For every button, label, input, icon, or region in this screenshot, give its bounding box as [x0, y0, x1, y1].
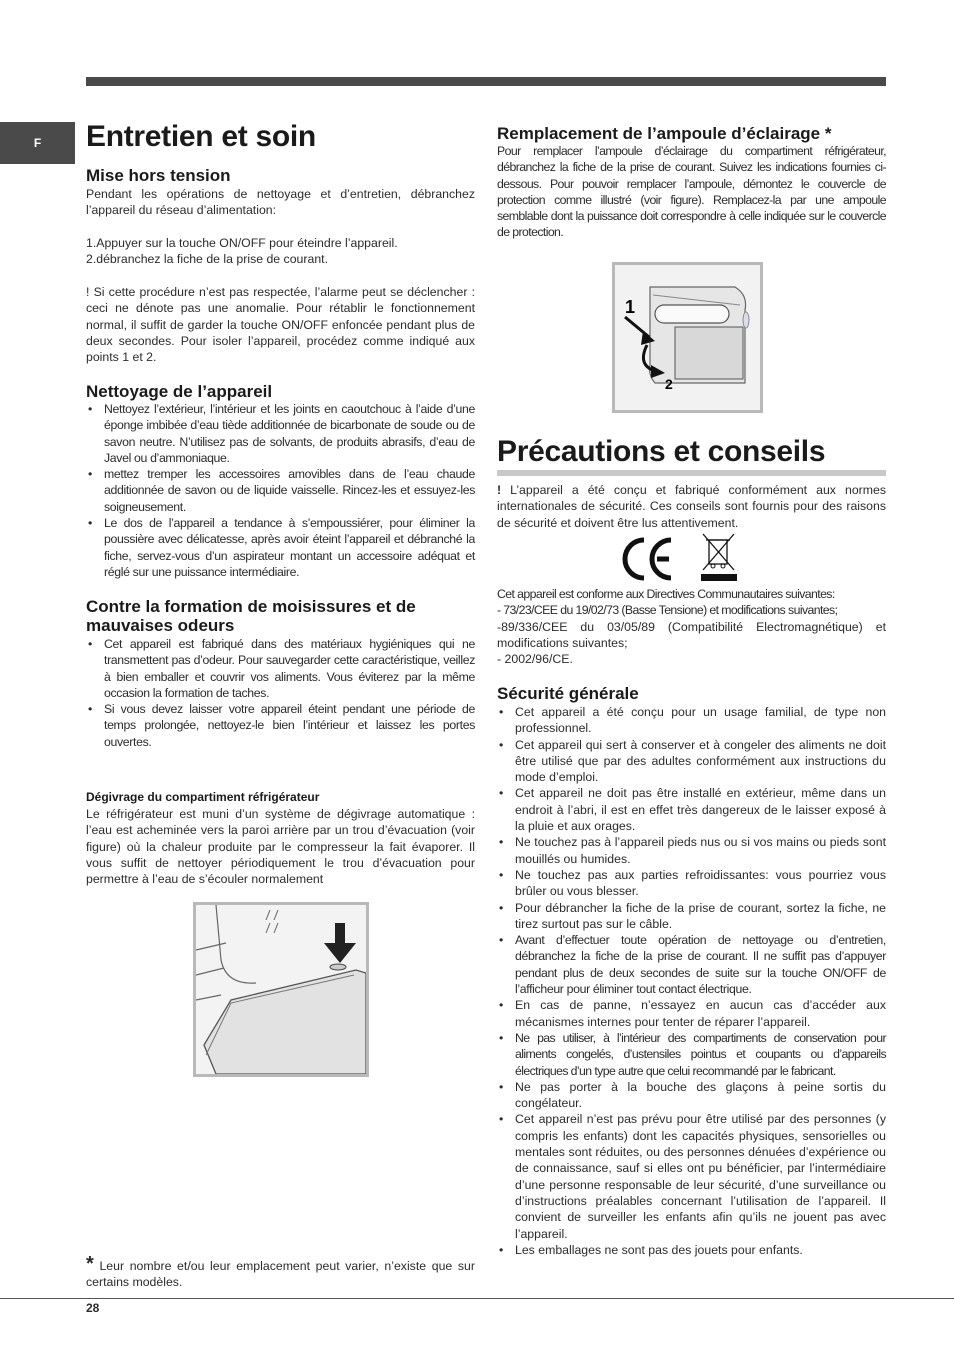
- precautions-intro: ! L’appareil a été conçu et fabriqué conformément aux normes internationales de sécurité. Ces conseils sont fournis pour des raisons de sécurité et doivent être lus attentivement.: [497, 483, 886, 530]
- bottom-rule: [0, 1298, 954, 1299]
- heading-degivrage: Dégivrage du compartiment réfrigérateur: [86, 790, 320, 804]
- lamp-cover-illustration: [615, 265, 760, 410]
- list-item: • Nettoyez l’extérieur, l’intérieur et les joints en caoutchouc à l’aide d’une éponge imbibée d’eau tiède additionnée de bicarbonate de soude ou de savon neutre. N’utilisez pas de solvants, de produits abrasifs, d’eau de Javel ou d’ammoniaque.: [86, 401, 475, 466]
- list-item: • Avant d’effectuer toute opération de nettoyage ou d’entretien, débranchez la fiche de la prise de courant. Il ne suffit pas d’appuyer pendant plus de deux secondes de suite sur la touche ON/OFF de l’afficheur pour éliminer tout contact électrique.: [497, 932, 886, 997]
- list-item: • Pour débrancher la fiche de la prise de courant, sortez la fiche, ne tirez surtout pas sur le câble.: [497, 900, 886, 933]
- directives-line-4: - 2002/96/CE.: [497, 652, 573, 666]
- heading-mise-hors-tension: Mise hors tension: [86, 166, 231, 185]
- nettoyage-list: [86, 401, 475, 580]
- directives-line-2: - 73/23/CEE du 19/02/73 (Basse Tensione) et modifications suivantes;: [497, 603, 838, 617]
- list-item: • Cet appareil est fabriqué dans des matériaux hygiéniques qui ne transmettent pas d’odeur. Pour sauvegarder cette caractéristique, veillez à bien emballer et couvrir vos aliments. Vous éviterez par la même occasion la formation de taches.: [86, 636, 475, 701]
- page-number: 28: [86, 1301, 100, 1315]
- section-title-entretien: Entretien et soin: [86, 120, 316, 153]
- list-item: • Si vous devez laisser votre appareil éteint pendant une période de temps prolongée, nettoyez-le bien l’intérieur et laissez les portes ouvertes.: [86, 701, 475, 750]
- heading-securite: Sécurité générale: [497, 684, 639, 703]
- directives-line-3: -89/336/CEE du 03/05/89 (Compatibilité Electromagnétique) et modifications suivantes;: [497, 620, 886, 651]
- list-item: • Les emballages ne sont pas des jouets pour enfants.: [497, 1242, 886, 1258]
- lamp-cover-figure: [612, 262, 763, 413]
- list-item: • Cet appareil n’est pas prévu pour être utilisé par des personnes (y compris les enfants) dont les capacités physiques, sensorielles ou mentales sont réduites, ou des personnes dénuées d’expérience ou de connaissance, sauf si elles ont pu bénéficier, par l’intermédiaire d’une personne responsable de leur sécurité, d’une surveillance ou d’instructions préalables concernant l’utilisation de l’appareil. Il convient de surveiller les enfants afin qu’ils ne jouent pas avec l’appareil.: [497, 1111, 886, 1241]
- intro-mark: !: [497, 483, 502, 497]
- heading-moisissures: Contre la formation de moisissures et de mauvaises odeurs: [86, 597, 416, 635]
- heading-nettoyage: Nettoyage de l’appareil: [86, 382, 273, 401]
- list-item: • mettez tremper les accessoires amovibles dans de l’eau chaude additionnée de savon ou de liquide vaisselle. Rincez-les et essuyez-les soigneusement.: [86, 466, 475, 515]
- ampoule-text: Pour remplacer l’ampoule d’éclairage du compartiment réfrigérateur, débranchez la fiche de la prise de courant. Suivez les indications fournies ci-dessous. Pour pouvoir remplacer l’ampoule, démontez le couvercle de protection comme illustré (voir figure). Remplacez-la par une ampoule semblable dont la puissance doit correspondre à celle indiquée sur le couvercle de protection.: [497, 144, 886, 240]
- degivrage-text: Le réfrigérateur est muni d’un système de dégivrage automatique : l’eau est acheminée vers la paroi arrière par un trou d’évacuation (voir figure) où la chaleur produite par le compresseur la fait évaporer. Il vous suffit de nettoyer périodiquement le trou d’évacuation pour permettre à l’eau de s’écouler normalement: [86, 807, 475, 887]
- list-item: • Ne touchez pas aux parties refroidissantes: vous pourriez vous brûler ou vous blesser.: [497, 867, 886, 900]
- figure-label-2: 2: [665, 376, 673, 392]
- list-item: • Cet appareil ne doit pas être installé en extérieur, même dans un endroit à l’abri, il est en effet très dangereux de le laisser exposé à la pluie et aux orages.: [497, 785, 886, 834]
- mise-step-2: 2.débranchez la fiche de la prise de courant.: [86, 252, 328, 266]
- mise-step-1: 1.Appuyer sur la touche ON/OFF pour éteindre l’appareil.: [86, 236, 398, 250]
- mise-intro: Pendant les opérations de nettoyage et d’entretien, débranchez l’appareil du réseau d’alimentation:: [86, 187, 475, 218]
- ce-mark-icon: [625, 540, 644, 578]
- top-rule: [86, 77, 886, 86]
- mise-warning: ! Si cette procédure n’est pas respectée, l’alarme peut se déclencher : ceci ne dénote pas une anomalie. Pour rétablir le fonctionnement normal, il suffit de garder la touche ON/OFF enfoncée pendant plus de deux secondes. Pour isoler l’appareil, procédez comme indiqué aux points 1 et 2.: [86, 285, 475, 365]
- heading-ampoule: Remplacement de l’ampoule d’éclairage *: [497, 124, 832, 143]
- list-item: • Cet appareil a été conçu pour un usage familial, de type non professionnel.: [497, 704, 886, 737]
- ce-weee-marks: [617, 530, 737, 585]
- defrost-drain-figure: [193, 902, 369, 1077]
- list-item: • En cas de panne, n’essayez en aucun cas d’accéder aux mécanismes internes pour tenter de réparer l’appareil.: [497, 997, 886, 1030]
- list-item: • Ne pas utiliser, à l’intérieur des compartiments de conservation pour aliments congelés, d’ustensiles pointus et coupants ou d’appareils électriques d’un type autre que celui recommandé par le fabricant.: [497, 1030, 886, 1079]
- securite-list: [497, 704, 886, 1258]
- language-tab: F: [0, 122, 75, 164]
- section-title-precautions: Précautions et conseils: [497, 437, 886, 476]
- footnote: [86, 1253, 475, 1291]
- list-item: • Le dos de l’appareil a tendance à s’empoussiérer, pour éliminer la poussière avec délicatesse, après avoir éteint l’appareil et débranché la fiche, servez-vous d’un aspirateur montant un accessoire adéquat et réglé sur une puissance intermédiaire.: [86, 515, 475, 580]
- moisissures-list: [86, 636, 475, 750]
- list-item: • Ne touchez pas à l’appareil pieds nus ou si vos mains ou pieds sont mouillés ou humides.: [497, 834, 886, 867]
- footnote-text: Leur nombre et/ou leur emplacement peut varier, n’existe que sur certains modèles.: [86, 1259, 475, 1290]
- weee-bin-icon: [701, 534, 737, 581]
- footnote-star: *: [86, 1253, 94, 1275]
- list-item: • Cet appareil qui sert à conserver et à congeler des aliments ne doit être utilisé que par des adultes conformément aux instructions du mode d’emploi.: [497, 737, 886, 786]
- figure-label-1: 1: [625, 297, 636, 317]
- defrost-drain-illustration: [196, 905, 366, 1074]
- list-item: • Ne pas porter à la bouche des glaçons à peine sortis du congélateur.: [497, 1079, 886, 1112]
- directives-line-1: Cet appareil est conforme aux Directives Communautaires suivantes:: [497, 587, 835, 601]
